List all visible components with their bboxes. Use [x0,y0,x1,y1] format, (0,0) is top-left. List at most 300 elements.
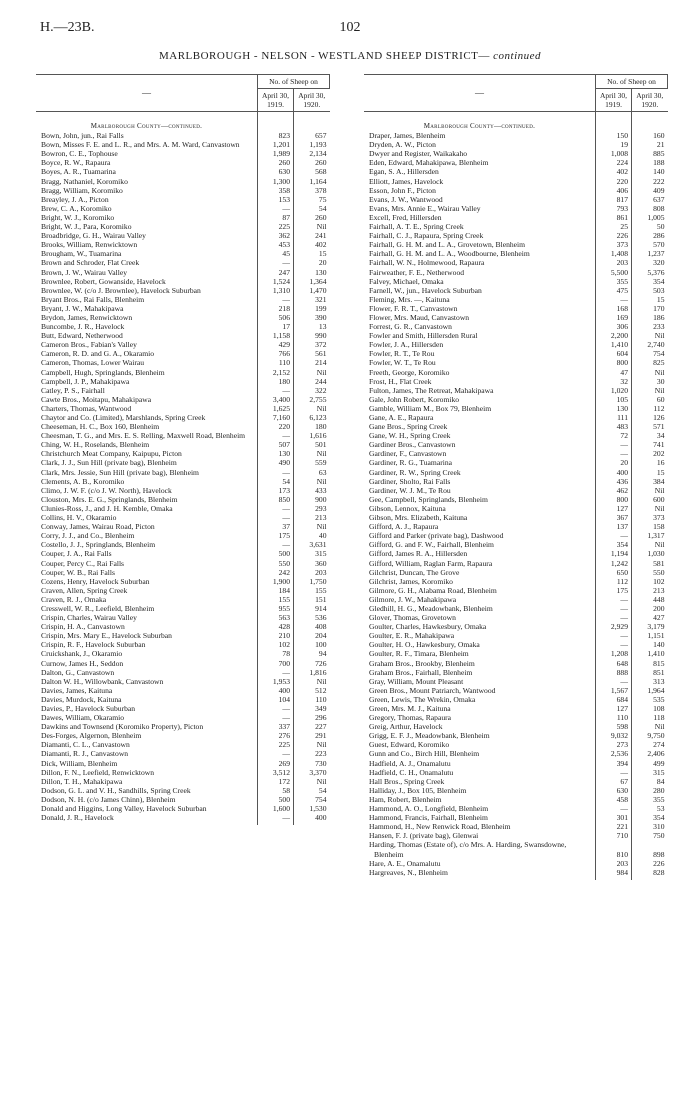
sheep-1919: 301 [596,813,632,822]
owner-name: Brooks, William, Renwicktown [41,240,138,250]
sheep-1919: — [258,204,294,213]
table-row [364,404,668,413]
sheep-1919: 127 [596,504,632,513]
table-row [36,295,330,304]
owner-name: Brownlee, Robert, Gowanside, Havelock [41,276,166,286]
table-row [364,231,668,240]
sheep-1920: 372 [294,340,330,349]
sheep-1919: 37 [258,522,294,531]
owner-name: Fulton, James, The Retreat, Mahakipawa [369,385,494,395]
sheep-1919: 1,201 [258,140,294,149]
table-row [36,540,330,549]
table-row [364,668,668,677]
owner-name: Falvey, Michael, Omaka [369,276,444,286]
sheep-1920: 100 [294,640,330,649]
right-column [364,74,668,880]
sheep-1920: 20 [294,258,330,267]
table-row [364,322,668,331]
sheep-1919: — [258,749,294,758]
sheep-1919: 269 [258,759,294,768]
sheep-1919: 483 [596,422,632,431]
sheep-1919: 242 [258,568,294,577]
table-row [364,495,668,504]
sheep-1919: 54 [258,477,294,486]
sheep-1920: 1,470 [294,286,330,295]
sheep-1919: 19 [596,140,632,149]
sheep-1919: — [596,449,632,458]
owner-column-header: — [364,75,596,112]
owner-name: Clunies-Ross, J., and J. H. Kemble, Omaka [41,503,173,513]
table-row [36,568,330,577]
sheep-1920: 9,750 [632,731,668,740]
owner-name: Elliott, James, Havelock [369,176,444,186]
table-row [36,522,330,531]
sheep-1919: 32 [596,377,632,386]
sheep-1920: Nil [632,540,668,549]
sheep-1920: 730 [294,759,330,768]
table-row [364,222,668,231]
owner-name: Gibson, Lennox, Kaituna [369,503,446,513]
sheep-1919: 172 [258,777,294,786]
owner-name: Climo, J. W. F. (c/o J. W. North), Havelock [41,485,172,495]
sheep-1919: 850 [258,495,294,504]
table-row [36,449,330,458]
sheep-1919: — [258,713,294,722]
table-row [36,377,330,386]
table-row [36,213,330,222]
col-1919-header: April 30, 1919. [596,89,632,112]
sheep-1920: Nil [294,522,330,531]
owner-name: Cameron, Thomas, Lower Wairau [41,358,145,368]
sheep-1920: 581 [632,559,668,568]
owner-name: Bowron, C. E., Tophouse [41,149,118,159]
owner-name: Hammond, Francis, Fairhall, Blenheim [369,813,488,823]
sheep-1919: 168 [596,304,632,313]
owner-name: Dillon, F. N., Leefield, Renwicktown [41,767,155,777]
sheep-1920: 102 [632,577,668,586]
table-row [36,186,330,195]
owner-name: Gifford, G. and F. W., Fairhall, Blenheim [369,540,494,550]
owner-name: Fowler and Smith, Hillersden Rural [369,331,478,341]
owner-name: Hadfield, A. J., Onamalutu [369,758,451,768]
sheep-1919: 1,300 [258,177,294,186]
table-row [36,249,330,258]
sheep-1919: — [596,804,632,813]
owner-name: Fairhall, A. T. E., Spring Creek [369,222,464,232]
owner-name: Clements, A. B., Koromiko [41,476,125,486]
sheep-1920: 16 [632,458,668,467]
sheep-1919: 362 [258,231,294,240]
table-row [36,713,330,722]
table-row [36,549,330,558]
sheep-1919: 354 [596,540,632,549]
sheep-1920: 186 [632,313,668,322]
sheep-1920: 315 [632,768,668,777]
owner-name: Hare, A. E., Onamalutu [369,858,441,868]
table-row [364,777,668,786]
sheep-1919: 3,400 [258,395,294,404]
owner-name: Gregory, Thomas, Rapaura [369,713,452,723]
sheep-1920: 54 [294,786,330,795]
title-main: MARLBOROUGH - NELSON - WESTLAND SHEEP DISTRICT— [158,50,490,62]
owner-name: Crispin, Mrs. Mary E., Havelock Suburban [41,631,172,641]
owner-name: Gunn and Co., Birch Hill, Blenheim [369,749,480,759]
table-row [36,695,330,704]
sheep-1920: 63 [294,468,330,477]
sheep-1919: — [596,531,632,540]
sheep-1919: 273 [596,740,632,749]
owner-name: Charters, Thomas, Wantwood [41,403,132,413]
sheep-1919: 1,625 [258,404,294,413]
table-row [36,140,330,149]
table-row [364,804,668,813]
table-row [364,604,668,613]
table-row [36,322,330,331]
sheep-1920: Nil [632,386,668,395]
sheep-1920: 180 [294,422,330,431]
table-row [36,659,330,668]
owner-name: Hall Bros., Spring Creek [369,776,445,786]
sheep-1919: 110 [596,713,632,722]
owner-name: Gamble, William M., Box 79, Blenheim [369,403,492,413]
owner-name: Bryant, J. W., Mahakipawa [41,303,124,313]
sheep-1919: 400 [258,686,294,695]
col-1920-header: April 30, 1920. [294,89,330,112]
sheep-1919: 710 [596,831,632,840]
sheep-1919: 630 [258,167,294,176]
table-row [364,440,668,449]
owner-name: Fairhall, W. N., Holmewood, Rapaura [369,258,485,268]
sheep-1920: 354 [632,813,668,822]
sheep-1919: 888 [596,668,632,677]
table-row [36,804,330,813]
owner-name: Dodson, G. L. and V. H., Sandhills, Spring Creek [41,785,191,795]
table-row [36,622,330,631]
sheep-1920: 199 [294,304,330,313]
table-row [36,404,330,413]
table-row [36,531,330,540]
sheep-1919: 221 [596,822,632,831]
sheep-1920: Nil [632,722,668,731]
sheep-1919: 861 [596,213,632,222]
sheep-1919: 1,242 [596,559,632,568]
left-column [36,74,330,825]
owner-name: Hansen, F. J. (private bag), Glenwai [369,831,479,841]
table-row [36,604,330,613]
table-row [36,395,330,404]
owner-name: Farnell, W., jun., Havelock Suburban [369,285,482,295]
left-table-body [36,112,330,826]
table-row [364,358,668,367]
owner-name: Dwyer and Register, Waikakaho [369,149,468,159]
table-row [364,740,668,749]
owner-name: Des-Forges, Algernon, Blenheim [41,731,142,741]
sheep-1920: 448 [632,595,668,604]
table-row [36,631,330,640]
sheep-1920: 600 [632,495,668,504]
sheep-1919: 220 [596,177,632,186]
sheep-1919: 475 [596,286,632,295]
table-row [364,613,668,622]
table-row [36,477,330,486]
sheep-1919: 155 [258,595,294,604]
table-row [364,258,668,267]
owner-name: Butt, Edward, Netherwood [41,331,123,341]
table-row [364,186,668,195]
table-row [364,449,668,458]
table-row [364,177,668,186]
sheep-1920: 126 [632,413,668,422]
sheep-1920: 15 [294,249,330,258]
sheep-1919: 130 [258,449,294,458]
table-row [36,559,330,568]
owner-name: Gibson, Mrs. Elizabeth, Kaituna [369,513,468,523]
table-row [364,759,668,768]
sheep-1920: 108 [632,704,668,713]
owner-name: Hammond, H., New Renwick Road, Blenheim [369,822,511,832]
owner-name: Gifford, William, Raglan Farm, Rapaura [369,558,493,568]
col-1920-header: April 30, 1920. [632,89,668,112]
owner-name: Diamanti, R. J., Canvastown [41,749,129,759]
table-row [36,749,330,758]
sheep-1919: 184 [258,586,294,595]
sheep-1920: 310 [632,822,668,831]
owner-name: Freeth, George, Koromiko [369,367,450,377]
owner-name: Gane, W. H., Spring Creek [369,431,451,441]
owner-name: Bown, Misses F. E. and L. R., and Mrs. A. M. Ward, Canvastown [41,140,240,150]
sheep-1920: 313 [632,677,668,686]
sheep-1920: Nil [632,486,668,495]
sheep-1920: 808 [632,204,668,213]
table-row [364,477,668,486]
sheep-1919: 400 [596,468,632,477]
owner-name: Goulter, R. F., Timara, Blenheim [369,649,469,659]
table-row [364,622,668,631]
table-row [364,640,668,649]
sheep-1919: 276 [258,731,294,740]
sheep-1920: 501 [294,440,330,449]
sheep-1920: 349 [294,704,330,713]
sheep-1920: 188 [632,158,668,167]
owner-name: Gale, John Robert, Koromiko [369,394,460,404]
owner-name: Eden, Edward, Mahakipawa, Blenheim [369,158,489,168]
table-row [364,268,668,277]
table-row [364,158,668,167]
sheep-1920: 213 [632,586,668,595]
table-row [36,795,330,804]
sheep-1920: 202 [632,449,668,458]
owner-name: Fairhall, G. H. M. and L. A., Woodbourne, Blenheim [369,249,530,259]
sheep-count-group-header: No. of Sheep on [596,75,668,89]
owner-name: Gardiner, Sholto, Rai Falls [369,476,451,486]
table-row [36,340,330,349]
owner-name: Campbell, Hugh, Springlands, Blenheim [41,367,165,377]
sheep-1920: 754 [294,795,330,804]
sheep-1920: 233 [632,322,668,331]
sheep-1920: 315 [294,549,330,558]
owner-name: Davies, Murdock, Kaituna [41,694,122,704]
sheep-1919: — [596,640,632,649]
table-row [36,740,330,749]
owner-name: Hargreaves, N., Blenheim [369,867,448,877]
owner-name: Fowler, R. T., Te Rou [369,349,435,359]
table-row [36,431,330,440]
sheep-1920: 3,631 [294,540,330,549]
owner-name: Costello, J. J., Springlands, Blenheim [41,540,156,550]
sheep-1920: 373 [632,513,668,522]
table-row [36,513,330,522]
owner-name: Evans, Mrs. Annie E., Wairau Valley [369,203,481,213]
sheep-1920: 1,750 [294,577,330,586]
sheep-1920: 2,134 [294,149,330,158]
sheep-1919: 225 [258,740,294,749]
sheep-1920: 408 [294,622,330,631]
sheep-count-group-header: No. of Sheep on [258,75,330,89]
sheep-1920: 355 [632,795,668,804]
sheep-1920: 1,151 [632,631,668,640]
sheep-1920: Nil [294,404,330,413]
table-row [36,768,330,777]
sheep-1920: 75 [294,195,330,204]
owner-name: Dillon, T. H., Mahakipawa [41,776,123,786]
owner-name: Dalton W. H., Willowbank, Canvastown [41,676,164,686]
owner-name: Dawes, William, Okaramio [41,713,125,723]
owner-name: Brown and Schroder, Flat Creek [41,258,140,268]
sheep-1919: — [258,431,294,440]
sheep-1919: 1,953 [258,677,294,686]
table-row [36,222,330,231]
sheep-1920: 499 [632,759,668,768]
table-row [36,722,330,731]
owner-name: Curnow, James H., Seddon [41,658,124,668]
sheep-1920: 1,237 [632,249,668,258]
owner-name: Gilchrist, James, Koromiko [369,576,453,586]
sheep-1919: 766 [258,349,294,358]
table-row [364,149,668,158]
sheep-1920: 15 [632,295,668,304]
sheep-1920: 1,816 [294,668,330,677]
owner-name: Boyes, A. R., Tuamarina [41,167,116,177]
sheep-1919: — [596,631,632,640]
sheep-1919: — [258,295,294,304]
table-row [36,668,330,677]
sheep-1919: 406 [596,186,632,195]
sheep-1919: 67 [596,777,632,786]
sheep-1920: 1,005 [632,213,668,222]
sheep-1919: 604 [596,349,632,358]
table-row [364,677,668,686]
table-row [364,586,668,595]
sheep-1919: 153 [258,195,294,204]
table-row [364,859,668,868]
table-row [36,577,330,586]
sheep-1920: 825 [632,358,668,367]
sheep-1920: 433 [294,486,330,495]
owner-name: Excell, Fred, Hillersden [369,212,442,222]
table-row [364,549,668,558]
owner-name: Cozens, Henry, Havelock Suburban [41,576,150,586]
sheep-1920: 815 [632,659,668,668]
sheep-1919: — [258,540,294,549]
owner-name: Dick, William, Blenheim [41,758,118,768]
table-row [36,286,330,295]
table-row [364,286,668,295]
sheep-1920: 54 [294,204,330,213]
owner-name: Dalton, G., Canvastown [41,667,115,677]
owner-name: Ching, W. H., Roselands, Blenheim [41,440,150,450]
sheep-1920: 140 [632,167,668,176]
owner-name: Brown, J. W., Wairau Valley [41,267,128,277]
sheep-1919: 225 [258,222,294,231]
owner-name: Donald, J. R., Havelock [41,813,114,823]
owner-name: Goulter, Charles, Hawkesbury, Omaka [369,622,487,632]
owner-name: Glover, Thomas, Grovetown [369,613,456,623]
owner-name: Dryden, A. W., Picton [369,140,436,150]
sheep-1919: 203 [596,258,632,267]
sheep-1920: Nil [294,777,330,786]
sheep-1920: 50 [632,222,668,231]
sheep-1919: 800 [596,495,632,504]
sheep-1920: 400 [294,813,330,825]
owner-name: Halliday, J., Box 105, Blenheim [369,785,467,795]
sheep-1919: 810 [596,840,632,858]
table-row [36,358,330,367]
table-row [364,368,668,377]
owner-name: Bright, W. J., Koromiko [41,212,115,222]
sheep-1920: 885 [632,149,668,158]
sheep-1920: 151 [294,595,330,604]
sheep-1920: 30 [632,377,668,386]
sheep-1919: 224 [596,158,632,167]
owner-name: Brougham, W., Tuamarina [41,249,122,259]
sheep-1920: 3,179 [632,622,668,631]
sheep-1919: 45 [258,249,294,258]
sheep-1920: 5,376 [632,268,668,277]
sheep-1920: 118 [632,713,668,722]
table-row [364,749,668,758]
sheep-1919: 3,512 [258,768,294,777]
owner-name: Greig, Arthur, Havelock [369,722,443,732]
sheep-1919: — [596,768,632,777]
table-row [36,304,330,313]
sheep-1919: 2,152 [258,368,294,377]
sheep-1920: 2,755 [294,395,330,404]
sheep-1919: 1,600 [258,804,294,813]
owner-name: Green Bros., Mount Patriarch, Wantwood [369,685,496,695]
owner-name: Dawkins and Townsend (Koromiko Property), Picton [41,722,204,732]
sheep-1920: 2,406 [632,749,668,758]
sheep-1919: 984 [596,868,632,880]
sheep-1920: 34 [632,431,668,440]
owner-name: Gifford, A. J., Rapaura [369,522,439,532]
sheep-1919: 650 [596,568,632,577]
sheep-1919: 394 [596,759,632,768]
sheep-1919: 337 [258,722,294,731]
owner-name: Gray, William, Mount Pleasant [369,676,464,686]
sheep-1919: — [258,468,294,477]
sheep-1920: 170 [632,304,668,313]
sheep-1919: 5,500 [596,268,632,277]
owner-name: Brydon, James, Renwicktown [41,312,133,322]
sheep-1920: 1,317 [632,531,668,540]
sheep-1920: Nil [632,504,668,513]
owner-name: Campbell, J. P., Mahakipawa [41,376,130,386]
table-row [36,640,330,649]
table-row [364,313,668,322]
sheep-1919: 247 [258,268,294,277]
owner-name: Guest, Edward, Koromiko [369,740,450,750]
table-row [36,195,330,204]
